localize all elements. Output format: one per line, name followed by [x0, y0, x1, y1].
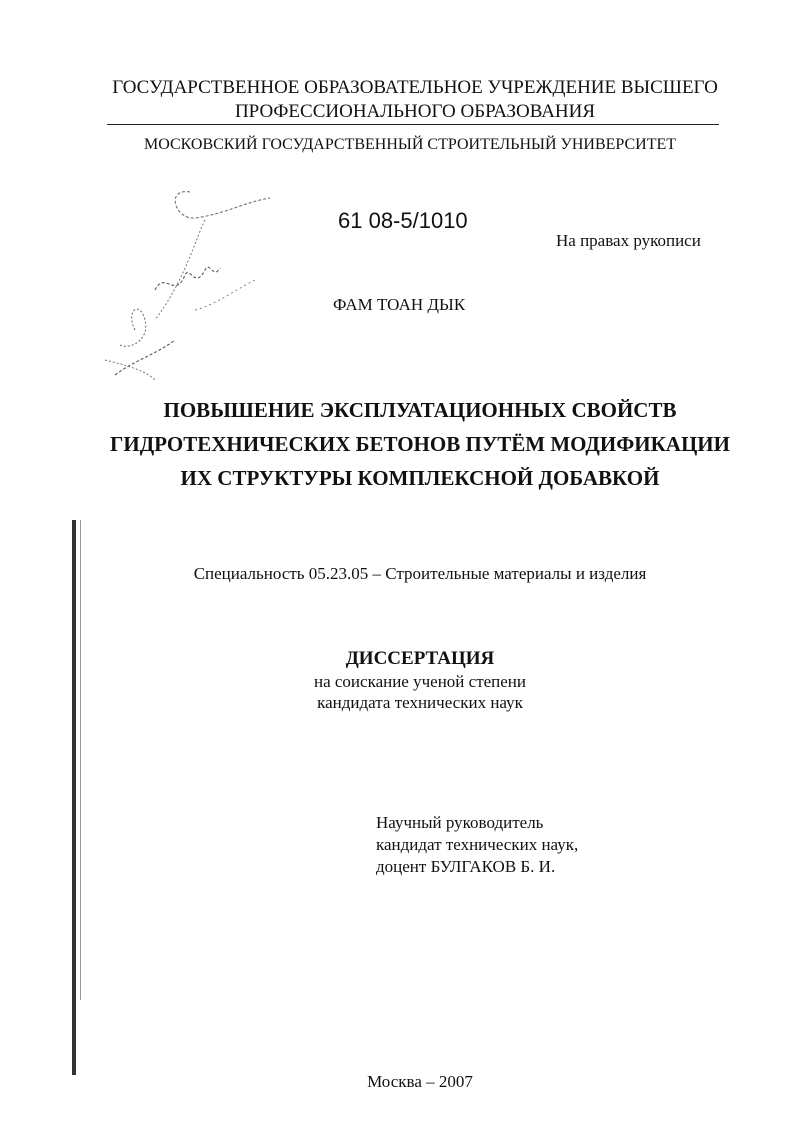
stamp-number: 61 08-5/1010: [338, 208, 468, 233]
supervisor-block: [376, 812, 578, 878]
city-year: Москва – 2007: [367, 1072, 473, 1091]
institution-line-2: ПРОФЕССИОНАЛЬНОГО ОБРАЗОВАНИЯ: [234, 101, 596, 122]
rights-note: На правах рукописи: [556, 231, 701, 250]
author-name: ФАМ ТОАН ДЫК: [333, 295, 466, 314]
scan-edge-line: [80, 520, 81, 1000]
thesis-title-line-2: ГИДРОТЕХНИЧЕСКИХ БЕТОНОВ ПУТЁМ МОДИФИКАЦИИ: [110, 432, 730, 456]
degree-description: [200, 671, 640, 713]
header-divider: [107, 124, 719, 125]
supervisor-line-3: доцент БУЛГАКОВ Б. И.: [376, 857, 556, 876]
supervisor-line-1: Научный руководитель: [376, 813, 544, 832]
institution-name: [80, 76, 750, 124]
handwritten-signature-icon: [95, 180, 295, 400]
degree-line-1: на соискание ученой степени: [313, 672, 527, 691]
scan-edge-shadow: [72, 520, 76, 1075]
specialty-line: Специальность 05.23.05 – Строительные материалы и изделия: [193, 564, 647, 583]
institution-line-1: ГОСУДАРСТВЕННОЕ ОБРАЗОВАТЕЛЬНОЕ УЧРЕЖДЕНИЕ ВЫСШЕГО: [112, 77, 718, 98]
thesis-title-line-1: ПОВЫШЕНИЕ ЭКСПЛУАТАЦИОННЫХ СВОЙСТВ: [163, 398, 677, 422]
university-name: МОСКОВСКИЙ ГОСУДАРСТВЕННЫЙ СТРОИТЕЛЬНЫЙ УНИВЕРСИТЕТ: [143, 136, 677, 153]
supervisor-line-2: кандидат технических наук,: [376, 835, 579, 854]
degree-line-2: кандидата технических наук: [317, 693, 523, 712]
thesis-title-line-3: ИХ СТРУКТУРЫ КОМПЛЕКСНОЙ ДОБАВКОЙ: [180, 466, 660, 490]
dissertation-heading: ДИССЕРТАЦИЯ: [345, 648, 495, 669]
thesis-title: [100, 393, 740, 495]
